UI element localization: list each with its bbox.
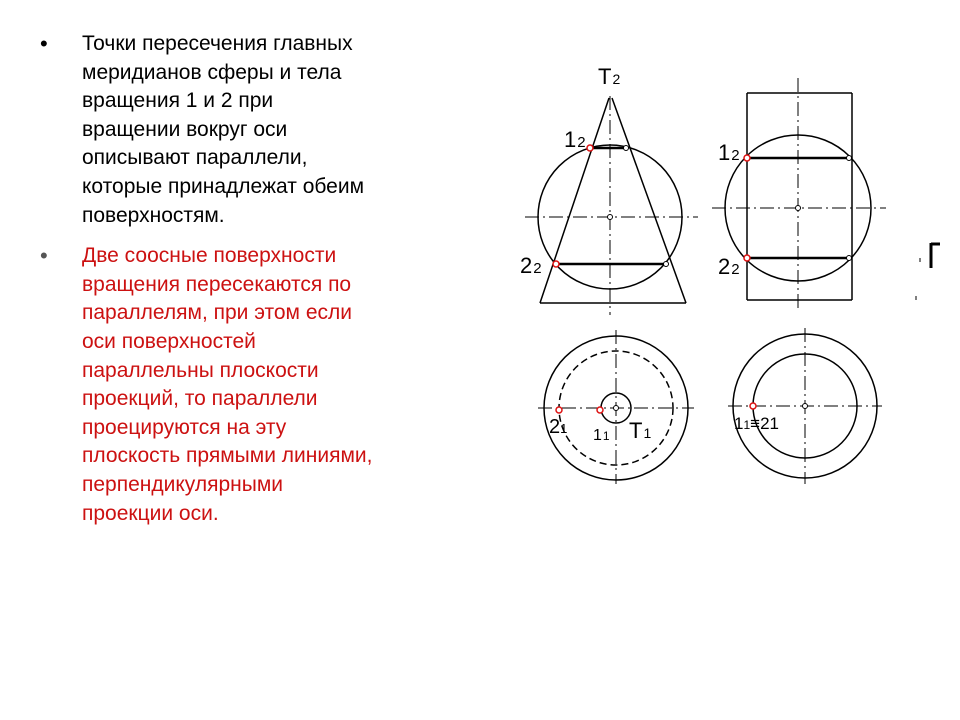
center-point: [796, 206, 801, 211]
text-line: проецируются на эту: [82, 415, 287, 439]
cone-sphere-front-view: [525, 96, 698, 315]
text-line: параллелям, при этом если: [82, 301, 352, 325]
cropped-figure-fragment: [916, 243, 940, 300]
text-line: Точки пересечения главных: [82, 32, 353, 55]
cone-right-generatrix: [612, 98, 686, 303]
text-line: меридианов сферы и тела: [82, 60, 342, 84]
center-point: [614, 406, 619, 411]
label-point-2-2: 22: [718, 254, 740, 279]
point-1-red-marker: [597, 407, 603, 413]
text-line: вращения пересекаются по: [82, 272, 352, 296]
text-line: Две соосные поверхности: [82, 244, 337, 268]
label-t1: T1: [629, 418, 652, 443]
point-2-red-marker: [744, 255, 750, 261]
top-view-labels: [549, 416, 651, 444]
point-1-red-marker: [744, 155, 750, 161]
point-right-1: [624, 146, 629, 151]
point-2-red-marker: [553, 261, 559, 267]
label-point-1-2: 12: [564, 127, 586, 152]
text-line: перпендикулярными: [82, 472, 283, 496]
center-point: [608, 215, 613, 220]
text-line: проекции оси.: [82, 501, 219, 525]
text-line: плоскость прямыми линиями,: [82, 444, 373, 468]
text-line: вращении вокруг оси: [82, 117, 288, 141]
label-t2: T2: [598, 64, 621, 89]
text-line: поверхностям.: [82, 203, 225, 227]
cone-labels: [520, 64, 620, 278]
point-1-red-marker: [587, 145, 593, 151]
point-right-1: [847, 156, 852, 161]
text-line: оси поверхностей: [82, 329, 256, 353]
text-line: параллельны плоскости: [82, 358, 319, 382]
label-point-2-2: 22: [520, 253, 542, 278]
label-point-1-coincident-2: 11≡21: [734, 414, 779, 433]
text-line: которые принадлежат обеим: [82, 174, 365, 198]
label-point-1-1: 11: [593, 427, 610, 444]
point-2-red-marker: [556, 407, 562, 413]
point-coincident-red-marker: [750, 403, 756, 409]
point-right-2: [664, 262, 669, 267]
text-line: вращения 1 и 2 при: [82, 89, 274, 113]
text-line: проекций, то параллели: [82, 387, 318, 411]
label-point-1-2: 12: [718, 140, 740, 165]
cylinder-sphere-top-view: [728, 328, 882, 484]
point-right-2: [847, 256, 852, 261]
bullet-marker: •: [40, 31, 48, 56]
text-line: описывают параллели,: [82, 146, 308, 170]
label-point-2-1: 21: [549, 416, 568, 438]
cylinder-top-view-labels: [734, 414, 779, 433]
bullet-marker: •: [40, 243, 48, 269]
cylinder-labels: [718, 140, 740, 279]
center-point: [803, 404, 808, 409]
cone-sphere-top-view: [538, 330, 694, 484]
